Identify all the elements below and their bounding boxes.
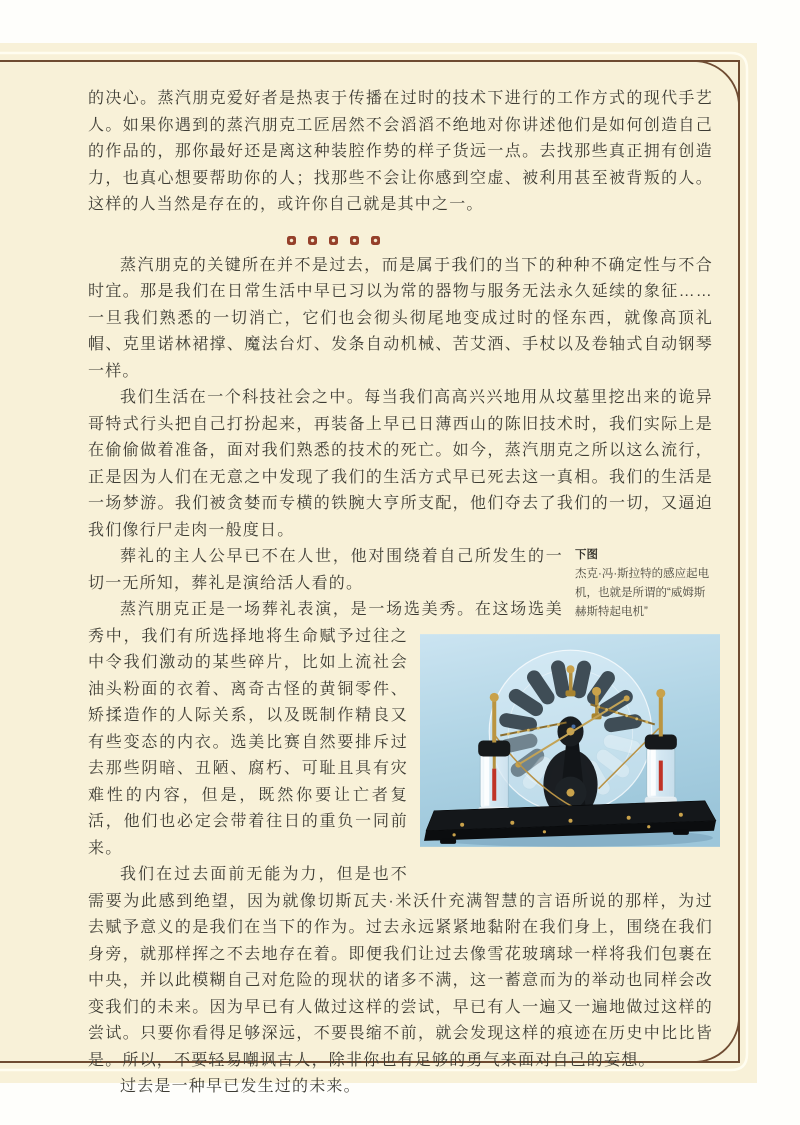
paragraph: 葬礼的主人公早已不在人世，他对围绕着自己所发生的一切一无所知，葬礼是演给活人看的。 (88, 548, 563, 592)
flower-ornament-icon (350, 236, 359, 245)
figure-caption (575, 546, 713, 626)
flower-ornament-icon (287, 236, 296, 245)
paragraph: 蒸汽朋克的关键所在并不是过去，而是属于我们的当下的种种不确定性与不合时宜。那是我们在日常生活中早已习以为常的器物与服务无法永久延续的象征……一旦我们熟悉的一切消亡，它们也会彻头彻尾地变成过时的怪东西，就像高顶礼帽、克里诺林裙撑、魔法台灯、发条自动机械、苦艾酒、手杖以及卷轴式自动钢琴一样。 (88, 256, 713, 380)
paragraph: 我们在过去面前无能为力，但是也不需要为此感到绝望，因为就像切斯瓦夫·米沃什充满智慧的言语所说的那样，为过去赋予意义的是我们在当下的作为。过去永远紧紧地黏附在我们身上，围绕在我们身旁，就那样挥之不去地存在着。即便我们让过去像雪花玻璃球一样将我们包裹在中央，并以此模糊自己对危险的现状的诸多不满，这一蓄意而为的举动也同样会改变我们的未来。因为早已有人做过这样的尝试，早已有人一遍又一遍地做过这样的尝试。只要你看得足够深远，不要畏缩不前，就会发现这样的痕迹在历史中比比皆是。所以，不要轻易嘲讽古人，除非你也有足够的勇气来面对自己的妄想。 (88, 866, 713, 1069)
section-divider (287, 228, 713, 238)
wimshurst-machine-illustration (420, 634, 720, 847)
paragraph: 蒸汽朋克正是一场葬礼表演，是一场选美秀。在这场选美秀中，我们有所选择地将生命赋予过往之中令我们激动的某些碎片，比如上流社会油头粉面的衣着、离奇古怪的黄铜零件、矫揉造作的人际关系，以及既制作精良又有些变态的内衣。选美比赛自然要排斥过去那些阴暗、丑陋、腐朽、可耻且具有灾难性的内容，但是，既然你要让亡者复活，他们也必定会带着往日的重负一同前来。 (88, 601, 563, 857)
flower-ornament-icon (329, 236, 338, 245)
flower-ornament-icon (371, 236, 380, 245)
caption-text: 杰克·冯·斯拉特的感应起电机，也就是所谓的“威姆斯赫斯特起电机” (575, 568, 710, 618)
figure-photo (420, 634, 720, 847)
caption-label: 下图 (575, 549, 598, 561)
paragraph: 的决心。蒸汽朋克爱好者是热衷于传播在过时的技术下进行的工作方式的现代手艺人。如果你遇到的蒸汽朋克工匠居然不会滔滔不绝地对你讲述他们是如何创造自己的作品的，那你最好还是离这种装腔作势的样子货远一点。去找那些真正拥有创造力，也真心想要帮助你的人；找那些不会让你感到空虚、被利用甚至被背叛的人。这样的人当然是存在的，或许你自己就是其中之一。 (88, 90, 713, 213)
paragraph: 我们生活在一个科技社会之中。每当我们高高兴兴地用从坟墓里挖出来的诡异哥特式行头把自己打扮起来，再装备上早已日薄西山的陈旧技术时，我们实际上是在偷偷做着准备，面对我们熟悉的技术的死亡。如今，蒸汽朋克之所以这么流行，正是因为人们在无意之中发现了我们的生活方式早已死去这一真相。我们的生活是一场梦游。我们被贪婪而专横的铁腕大亨所支配，他们夺去了我们的一切，又逼迫我们像行尸走肉一般度日。 (88, 389, 713, 539)
body-text-column (88, 86, 713, 1101)
paragraph: 过去是一种早已发生过的未来。 (120, 1078, 361, 1095)
flower-ornament-icon (308, 236, 317, 245)
